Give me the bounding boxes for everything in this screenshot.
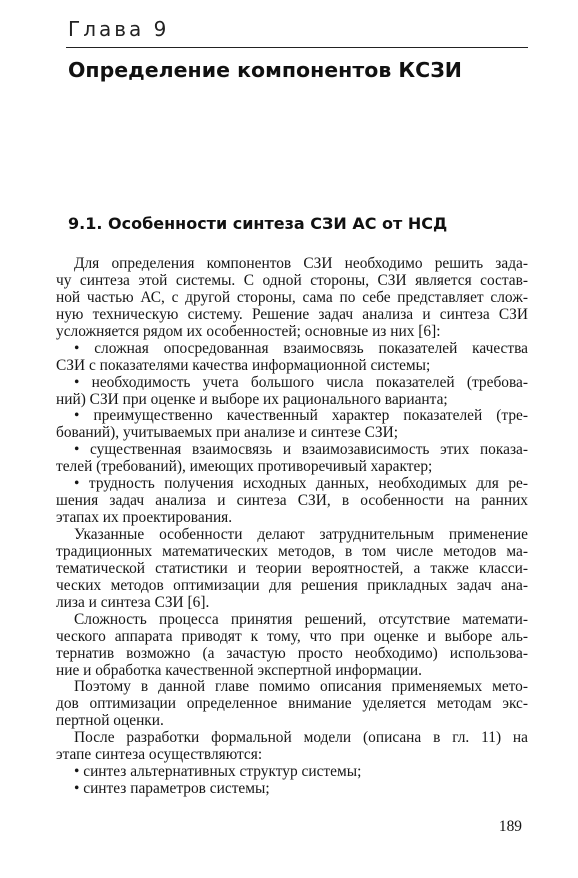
body-line: ние и обработка качественной экспертной информации. <box>56 661 422 679</box>
body-line: ческих методов оптимизации для решения прикладных задач ана- <box>56 576 528 594</box>
body-line: бований), учитываемых при анализе и синтезе СЗИ; <box>56 424 399 442</box>
body-line: этапах их проектирования. <box>56 509 233 527</box>
body-line: • необходимость учета большого числа показателей (требова- <box>74 373 528 391</box>
body-line: • синтез параметров системы; <box>74 780 270 798</box>
body-line: • синтез альтернативных структур системы; <box>74 763 362 781</box>
body-line: тернатив возможно (а зачастую просто необходимо) использова- <box>56 644 528 662</box>
body-line: пертной оценки. <box>56 712 164 730</box>
body-line: телей (требований), имеющих противоречивый характер; <box>56 458 433 476</box>
body-line: шения задач анализа и синтеза СЗИ, в особенности на ранних <box>56 492 528 510</box>
body-line: СЗИ с показателями качества информационной системы; <box>56 356 431 374</box>
body-line: традиционных математических методов, в том числе методов ма- <box>56 542 528 560</box>
chapter-title: Определение компонентов КСЗИ <box>68 58 462 82</box>
body-text <box>56 256 528 798</box>
chapter-rule <box>66 47 528 48</box>
body-line: этапе синтеза осуществляются: <box>56 746 263 764</box>
body-line: ную техническую систему. Решение задач анализа и синтеза СЗИ <box>56 305 528 323</box>
body-line: лиза и синтеза СЗИ [6]. <box>56 593 210 611</box>
body-line: ной частью АС, с другой стороны, сама по себе представляет слож- <box>56 288 528 306</box>
body-line: тематической статистики и теории вероятностей, а также класси- <box>56 559 528 577</box>
body-line: • преимущественно качественный характер показателей (тре- <box>74 407 528 425</box>
body-line: дов оптимизации определенное внимание уделяется методам экс- <box>56 695 528 713</box>
body-line: Указанные особенности делают затруднительным применение <box>74 526 528 543</box>
body-line: чу синтеза этой системы. С одной стороны, СЗИ является состав- <box>56 271 528 289</box>
body-line: • сложная опосредованная взаимосвязь показателей качества <box>74 339 528 357</box>
chapter-label: Глава 9 <box>68 17 170 41</box>
body-line: • трудность получения исходных данных, необходимых для ре- <box>74 475 528 493</box>
body-line: ний) СЗИ при оценке и выборе их рационального варианта; <box>56 390 448 408</box>
section-title: 9.1. Особенности синтеза СЗИ АС от НСД <box>68 214 448 233</box>
body-line: ческого аппарата приводят к тому, что при оценке и выборе аль- <box>56 627 528 645</box>
body-line: После разработки формальной модели (описана в гл. 11) на <box>74 729 528 747</box>
body-line: Сложность процесса принятия решений, отсутствие математи- <box>74 610 528 628</box>
body-line: усложняется рядом их особенностей; основные из них [6]: <box>56 322 441 340</box>
body-line: Для определения компонентов СЗИ необходимо решить зада- <box>74 255 528 272</box>
page-number: 189 <box>498 818 522 835</box>
body-line: • существенная взаимосвязь и взаимозависимость этих показа- <box>74 441 528 459</box>
body-line: Поэтому в данной главе помимо описания применяемых мето- <box>74 678 528 696</box>
